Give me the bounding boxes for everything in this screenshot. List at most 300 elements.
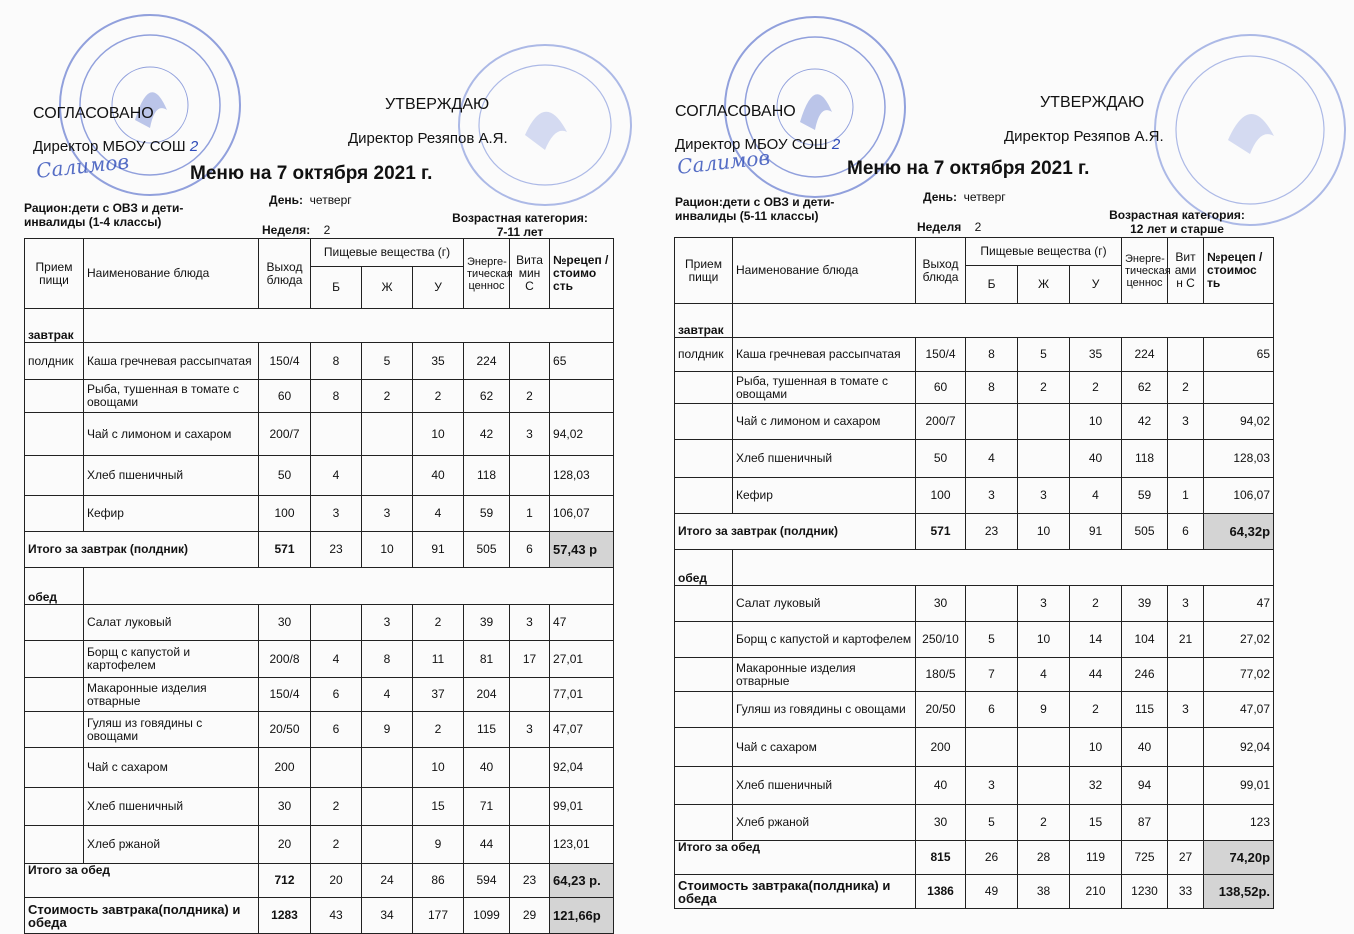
dish-vitc (510, 788, 550, 826)
table-row (25, 605, 614, 641)
dish-b (966, 586, 1018, 622)
empty-cell (25, 496, 84, 532)
director-name: Директор Резяпов А.Я. (1004, 128, 1164, 145)
total-zh: 10 (1018, 514, 1070, 550)
dish-name: Чай с лимоном и сахаром (733, 404, 916, 440)
total-b: 26 (966, 841, 1018, 875)
meal-lunch-label: обед (675, 550, 733, 586)
dish-b (966, 728, 1018, 767)
dish-name: Гуляш из говядины с овощами (84, 712, 259, 748)
dish-recipe: 128,03 (1204, 440, 1274, 478)
dish-energy: 224 (1122, 338, 1168, 372)
table-row (25, 788, 614, 826)
dish-vitc (1168, 767, 1204, 805)
dish-u: 32 (1070, 767, 1122, 805)
dish-zh (362, 413, 413, 456)
dish-vitc: 3 (1168, 404, 1204, 440)
total-energy: 1099 (464, 898, 510, 934)
dish-recipe: 77,01 (550, 678, 614, 712)
dish-name: Хлеб пшеничный (84, 456, 259, 496)
dish-zh: 5 (362, 343, 413, 380)
dish-zh: 5 (1018, 338, 1070, 372)
total-zh: 28 (1018, 841, 1070, 875)
dish-energy: 118 (1122, 440, 1168, 478)
dish-name: Хлеб пшеничный (84, 788, 259, 826)
dish-energy: 40 (464, 748, 510, 788)
empty-cell (25, 456, 84, 496)
dish-b (311, 605, 362, 641)
dish-u: 40 (1070, 440, 1122, 478)
meal-breakfast-label: завтрак (675, 304, 733, 338)
total-energy: 505 (1122, 514, 1168, 550)
header-nutrients: Пищевые вещества (г) (966, 238, 1122, 266)
empty-cell (25, 788, 84, 826)
dish-energy: 39 (1122, 586, 1168, 622)
empty-cell (25, 748, 84, 788)
dish-u: 15 (413, 788, 464, 826)
header-energy: Энерге-тическая ценнос (464, 239, 510, 309)
total-zh: 38 (1018, 875, 1070, 909)
total-yield: 1386 (916, 875, 966, 909)
empty-cell (675, 658, 733, 692)
dish-u: 15 (1070, 805, 1122, 841)
dish-u: 10 (1070, 404, 1122, 440)
header-yield: Выход блюда (259, 239, 311, 309)
dish-energy: 59 (1122, 478, 1168, 514)
dish-u: 4 (1070, 478, 1122, 514)
dish-vitc (1168, 805, 1204, 841)
dish-recipe: 99,01 (1204, 767, 1274, 805)
dish-b: 6 (966, 692, 1018, 728)
dish-vitc: 1 (1168, 478, 1204, 514)
empty-cell (675, 440, 733, 478)
header-recipe: №рецеп /стоимос ть (1204, 238, 1274, 304)
dish-b (311, 413, 362, 456)
dish-b: 8 (311, 343, 362, 380)
dish-zh (362, 826, 413, 864)
header-zh: Ж (1018, 266, 1070, 304)
dish-u: 10 (1070, 728, 1122, 767)
dish-name: Макаронные изделия отварные (84, 678, 259, 712)
dish-zh: 2 (362, 380, 413, 413)
breakfast-total-row (25, 532, 614, 568)
total-b: 43 (311, 898, 362, 934)
table-row (675, 372, 1274, 404)
dish-vitc: 21 (1168, 622, 1204, 658)
dish-name: Салат луковый (733, 586, 916, 622)
dish-recipe: 94,02 (550, 413, 614, 456)
empty-cell (25, 380, 84, 413)
table-row (25, 826, 614, 864)
dish-recipe: 47,07 (550, 712, 614, 748)
table-row (25, 343, 614, 380)
dish-yield: 30 (259, 788, 311, 826)
total-vitc: 6 (1168, 514, 1204, 550)
dish-vitc (510, 456, 550, 496)
dish-yield: 50 (259, 456, 311, 496)
dish-energy: 62 (464, 380, 510, 413)
dish-zh: 2 (1018, 372, 1070, 404)
table-row (675, 767, 1274, 805)
total-vitc: 6 (510, 532, 550, 568)
menu-table (674, 237, 1274, 909)
dish-name: Каша гречневая рассыпчатая (84, 343, 259, 380)
dish-recipe: 47,07 (1204, 692, 1274, 728)
dish-yield: 200 (916, 728, 966, 767)
dish-zh: 3 (1018, 586, 1070, 622)
dish-vitc (1168, 728, 1204, 767)
total-b: 49 (966, 875, 1018, 909)
dish-energy: 115 (1122, 692, 1168, 728)
dish-name: Кефир (733, 478, 916, 514)
header-b: Б (311, 267, 362, 309)
day-field: День: четверг (923, 190, 1006, 204)
total-energy: 1230 (1122, 875, 1168, 909)
table-row (675, 478, 1274, 514)
dish-b: 5 (966, 622, 1018, 658)
total-b: 23 (311, 532, 362, 568)
dish-b (311, 748, 362, 788)
ration-label: Рацион:дети с ОВЗ и дети-инвалиды (1-4 классы) (24, 201, 184, 229)
dish-yield: 250/10 (916, 622, 966, 658)
dish-b: 7 (966, 658, 1018, 692)
dish-vitc (510, 343, 550, 380)
header-dish: Наименование блюда (84, 239, 259, 309)
table-row (675, 622, 1274, 658)
dish-vitc (510, 678, 550, 712)
total-cost: 74,20р (1204, 841, 1274, 875)
dish-u: 37 (413, 678, 464, 712)
signature: Салимов (35, 149, 131, 183)
total-cost: 64,32р (1204, 514, 1274, 550)
dish-name: Каша гречневая рассыпчатая (733, 338, 916, 372)
grand-total-row (25, 898, 614, 934)
total-vitc: 33 (1168, 875, 1204, 909)
dish-recipe: 77,02 (1204, 658, 1274, 692)
dish-energy: 44 (464, 826, 510, 864)
dish-name: Чай с сахаром (733, 728, 916, 767)
dish-u: 2 (413, 380, 464, 413)
dish-name: Чай с лимоном и сахаром (84, 413, 259, 456)
dish-recipe: 27,02 (1204, 622, 1274, 658)
total-yield: 815 (916, 841, 966, 875)
empty-cell (675, 692, 733, 728)
empty-cell (25, 641, 84, 678)
dish-yield: 40 (916, 767, 966, 805)
total-u: 177 (413, 898, 464, 934)
dish-b: 4 (311, 641, 362, 678)
dish-u: 10 (413, 413, 464, 456)
dish-vitc: 2 (1168, 372, 1204, 404)
dish-yield: 100 (916, 478, 966, 514)
header-nutrients: Пищевые вещества (г) (311, 239, 464, 267)
dish-yield: 50 (916, 440, 966, 478)
dish-yield: 60 (259, 380, 311, 413)
dish-recipe: 99,01 (550, 788, 614, 826)
dish-recipe: 123 (1204, 805, 1274, 841)
dish-yield: 100 (259, 496, 311, 532)
total-yield: 712 (259, 864, 311, 898)
approve-label: УТВЕРЖДАЮ (1040, 94, 1145, 111)
dish-zh: 3 (362, 496, 413, 532)
dish-zh: 3 (362, 605, 413, 641)
dish-recipe (550, 380, 614, 413)
dish-recipe: 27,01 (550, 641, 614, 678)
dish-vitc: 2 (510, 380, 550, 413)
table-row (675, 404, 1274, 440)
dish-u: 9 (413, 826, 464, 864)
total-label: Итого за завтрак (полдник) (25, 532, 259, 568)
menu-title: Меню на 7 октября 2021 г. (847, 158, 1090, 179)
total-yield: 571 (916, 514, 966, 550)
dish-vitc: 3 (1168, 692, 1204, 728)
dish-name: Кефир (84, 496, 259, 532)
dish-energy: 115 (464, 712, 510, 748)
menu-page-left (0, 0, 677, 930)
dish-yield: 150/4 (916, 338, 966, 372)
total-label: Стоимость завтрака(полдника) и обеда (25, 898, 259, 934)
dish-b: 4 (966, 440, 1018, 478)
dish-zh: 3 (1018, 478, 1070, 514)
dish-b: 3 (966, 767, 1018, 805)
dish-name: Чай с сахаром (84, 748, 259, 788)
total-energy: 505 (464, 532, 510, 568)
dish-name: Хлеб ржаной (84, 826, 259, 864)
dish-recipe: 65 (1204, 338, 1274, 372)
header-meal: Прием пищи (675, 238, 733, 304)
breakfast-total-row (675, 514, 1274, 550)
empty-cell (675, 728, 733, 767)
total-u: 86 (413, 864, 464, 898)
dish-vitc: 17 (510, 641, 550, 678)
dish-recipe: 65 (550, 343, 614, 380)
table-row (25, 496, 614, 532)
empty-row (84, 568, 614, 605)
total-b: 23 (966, 514, 1018, 550)
table-row (25, 413, 614, 456)
dish-b: 3 (966, 478, 1018, 514)
table-row (675, 692, 1274, 728)
dish-name: Гуляш из говядины с овощами (733, 692, 916, 728)
empty-cell (25, 413, 84, 456)
header-vitc: Вита мин С (510, 239, 550, 309)
empty-cell (25, 678, 84, 712)
total-label: Итого за завтрак (полдник) (675, 514, 916, 550)
dish-energy: 87 (1122, 805, 1168, 841)
dish-yield: 200/8 (259, 641, 311, 678)
dish-recipe: 106,07 (1204, 478, 1274, 514)
dish-recipe: 47 (1204, 586, 1274, 622)
dish-zh: 9 (1018, 692, 1070, 728)
lunch-total-row (25, 864, 614, 898)
header-energy: Энерге-тическая ценнос (1122, 238, 1168, 304)
dish-yield: 200/7 (916, 404, 966, 440)
dish-energy: 81 (464, 641, 510, 678)
dish-yield: 30 (916, 586, 966, 622)
total-u: 210 (1070, 875, 1122, 909)
dish-zh (1018, 728, 1070, 767)
dish-b: 6 (311, 712, 362, 748)
header-b: Б (966, 266, 1018, 304)
week-field: Неделя 2 (917, 220, 982, 234)
dish-energy: 204 (464, 678, 510, 712)
table-row (675, 338, 1274, 372)
dish-b: 5 (966, 805, 1018, 841)
dish-name: Рыба, тушенная в томате с овощами (733, 372, 916, 404)
dish-u: 11 (413, 641, 464, 678)
dish-yield: 20/50 (259, 712, 311, 748)
empty-cell (675, 404, 733, 440)
dish-zh: 8 (362, 641, 413, 678)
table-row (25, 380, 614, 413)
total-u: 91 (413, 532, 464, 568)
header-meal: Прием пищи (25, 239, 84, 309)
director-name: Директор Резяпов А.Я. (348, 130, 508, 147)
dish-b: 2 (311, 788, 362, 826)
dish-name: Макаронные изделия отварные (733, 658, 916, 692)
header-dish: Наименование блюда (733, 238, 916, 304)
dish-b: 8 (966, 372, 1018, 404)
meal-breakfast-label: завтрак (25, 309, 84, 343)
empty-cell (675, 372, 733, 404)
total-vitc: 27 (1168, 841, 1204, 875)
dish-zh (362, 748, 413, 788)
dish-name: Хлеб ржаной (733, 805, 916, 841)
total-u: 119 (1070, 841, 1122, 875)
dish-vitc: 1 (510, 496, 550, 532)
dish-recipe: 92,04 (1204, 728, 1274, 767)
dish-u: 4 (413, 496, 464, 532)
header-u: У (1070, 266, 1122, 304)
total-label: Итого за обед (25, 864, 259, 898)
dish-yield: 150/4 (259, 343, 311, 380)
total-cost: 64,23 р. (550, 864, 614, 898)
dish-name: Хлеб пшеничный (733, 767, 916, 805)
dish-energy: 94 (1122, 767, 1168, 805)
total-u: 91 (1070, 514, 1122, 550)
week-field: Неделя: 2 (262, 223, 331, 237)
dish-energy: 62 (1122, 372, 1168, 404)
table-row (675, 728, 1274, 767)
dish-energy: 39 (464, 605, 510, 641)
header-yield: Выход блюда (916, 238, 966, 304)
dish-zh (362, 788, 413, 826)
dish-u: 10 (413, 748, 464, 788)
dish-energy: 42 (464, 413, 510, 456)
total-vitc: 29 (510, 898, 550, 934)
signature: Салимов (676, 145, 772, 179)
dish-yield: 30 (916, 805, 966, 841)
table-row (25, 456, 614, 496)
header-vitc: Вит ами н С (1168, 238, 1204, 304)
dish-zh (362, 456, 413, 496)
dish-yield: 60 (916, 372, 966, 404)
total-vitc: 23 (510, 864, 550, 898)
dish-b: 3 (311, 496, 362, 532)
empty-cell (25, 605, 84, 641)
dish-u: 35 (1070, 338, 1122, 372)
dish-zh: 4 (362, 678, 413, 712)
dish-yield: 30 (259, 605, 311, 641)
dish-vitc (1168, 440, 1204, 478)
lunch-total-row (675, 841, 1274, 875)
dish-yield: 180/5 (916, 658, 966, 692)
dish-recipe: 92,04 (550, 748, 614, 788)
agreed-label: СОГЛАСОВАНО (33, 105, 154, 122)
dish-vitc: 3 (510, 413, 550, 456)
age-category: Возрастная категория: 12 лет и старше (1109, 208, 1245, 236)
dish-vitc (510, 748, 550, 788)
empty-cell (675, 805, 733, 841)
empty-cell (25, 712, 84, 748)
dish-vitc: 3 (1168, 586, 1204, 622)
dish-u: 2 (1070, 372, 1122, 404)
table-row (675, 440, 1274, 478)
dish-zh: 9 (362, 712, 413, 748)
dish-energy: 118 (464, 456, 510, 496)
table-row (25, 641, 614, 678)
empty-cell (25, 826, 84, 864)
dish-b: 8 (966, 338, 1018, 372)
empty-cell (675, 478, 733, 514)
dish-b: 8 (311, 380, 362, 413)
empty-cell (675, 586, 733, 622)
dish-name: Хлеб пшеничный (733, 440, 916, 478)
dish-name: Борщ с капустой и картофелем (733, 622, 916, 658)
dish-u: 2 (413, 605, 464, 641)
table-row (25, 678, 614, 712)
dish-b: 4 (311, 456, 362, 496)
director-school-label: Директор МБОУ СОШ 2 (675, 136, 841, 153)
day-field: День: четверг (269, 193, 352, 207)
empty-cell (675, 622, 733, 658)
total-cost: 57,43 р (550, 532, 614, 568)
dish-b: 6 (311, 678, 362, 712)
dish-zh (1018, 767, 1070, 805)
empty-row (733, 304, 1274, 338)
dish-u: 2 (1070, 692, 1122, 728)
table-row (25, 712, 614, 748)
menu-page-right (675, 0, 1354, 906)
dish-zh: 4 (1018, 658, 1070, 692)
dish-recipe: 106,07 (550, 496, 614, 532)
dish-energy: 71 (464, 788, 510, 826)
dish-name: Салат луковый (84, 605, 259, 641)
ration-label: Рацион:дети с ОВЗ и дети-инвалиды (5-11 классы) (675, 195, 835, 223)
dish-u: 2 (413, 712, 464, 748)
total-energy: 725 (1122, 841, 1168, 875)
dish-b (966, 404, 1018, 440)
header-u: У (413, 267, 464, 309)
dish-yield: 20/50 (916, 692, 966, 728)
dish-yield: 200/7 (259, 413, 311, 456)
dish-recipe: 94,02 (1204, 404, 1274, 440)
total-zh: 24 (362, 864, 413, 898)
total-zh: 34 (362, 898, 413, 934)
table-row (675, 805, 1274, 841)
meal-snack-label: полдник (675, 338, 733, 372)
agreed-label: СОГЛАСОВАНО (675, 103, 796, 120)
dish-zh: 2 (1018, 805, 1070, 841)
total-zh: 10 (362, 532, 413, 568)
dish-vitc: 3 (510, 712, 550, 748)
dish-zh (1018, 440, 1070, 478)
dish-yield: 150/4 (259, 678, 311, 712)
dish-u: 14 (1070, 622, 1122, 658)
dish-vitc (510, 826, 550, 864)
dish-energy: 42 (1122, 404, 1168, 440)
meal-lunch-label: обед (25, 568, 84, 605)
